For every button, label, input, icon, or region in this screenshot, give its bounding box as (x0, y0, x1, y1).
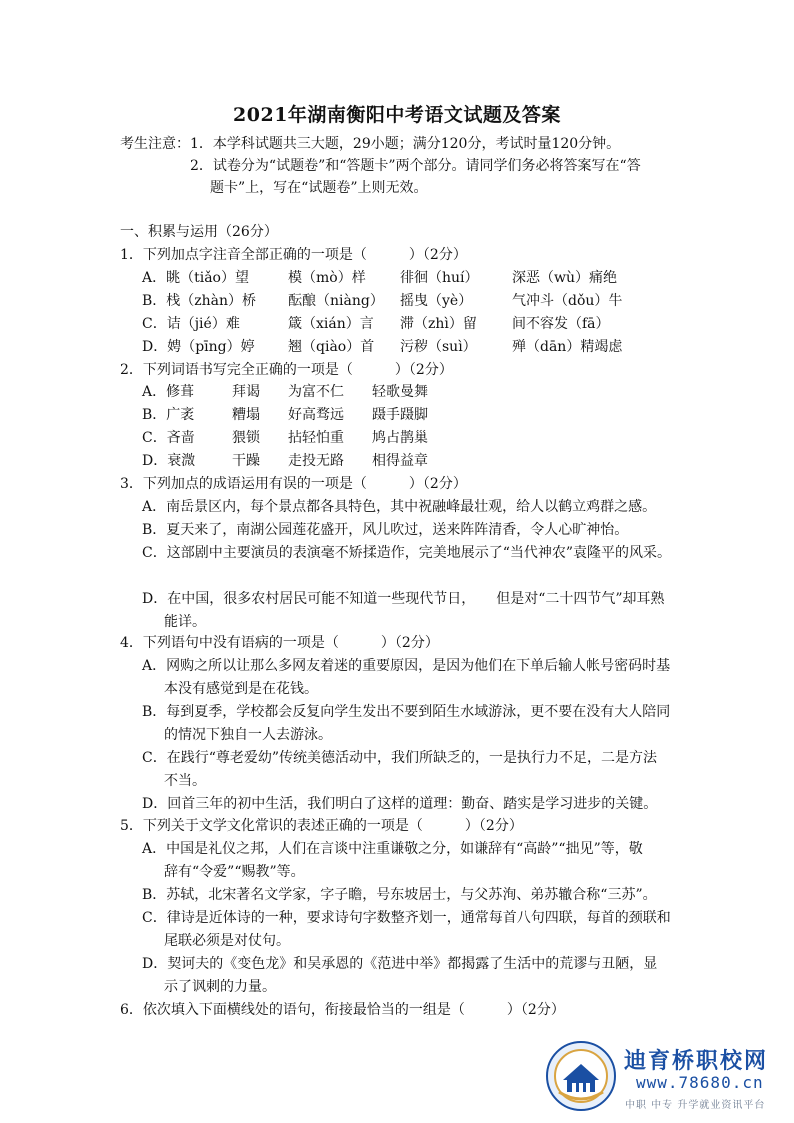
q1-d-4: 殚（dān）精竭虑 (512, 339, 623, 355)
q1-b-3: 摇曳（yè） (400, 293, 473, 309)
document-title: 2021年湖南衡阳中考语文试题及答案 (233, 104, 561, 126)
notice-line-3: 题卡”上，写在“试题卷”上则无效。 (210, 180, 428, 196)
q2-d-1: D．衰溦 (142, 453, 196, 469)
q1-c-3: 滞（zhì）留 (400, 316, 477, 332)
question-5-stem: 5．下列关于文学文化常识的表述正确的一项是（ ）（2分） (120, 818, 523, 834)
q3-option-b: B．夏天来了，南湖公园莲花盛开，风儿吹过，送来阵阵清香，令人心旷神怡。 (142, 522, 629, 538)
q2-b-1: B．广袤 (142, 407, 195, 423)
q4-option-a-line1: A．网购之所以让那么多网友着迷的重要原因，是因为他们在下单后输人帐号密码时基 (142, 658, 671, 674)
q2-b-4: 蹑手蹑脚 (372, 407, 428, 423)
q1-a-2: 模（mò）样 (288, 270, 366, 286)
q4-option-d: D．回首三年的初中生活，我们明白了这样的道理：勤奋、踏实是学习进步的关键。 (142, 796, 658, 812)
q4-option-c-line1: C．在践行“尊老爱幼”传统美德活动中，我们所缺乏的，一是执行力不足，二是方法 (142, 750, 658, 766)
q5-option-c-line2: 尾联必须是对仗句。 (164, 933, 290, 949)
q2-a-3: 为富不仁 (288, 384, 344, 400)
question-4-stem: 4．下列语句中没有语病的一项是（ ）（2分） (120, 635, 439, 651)
q2-d-4: 相得益章 (372, 453, 428, 469)
q5-option-d-line1: D．契诃夫的《变色龙》和吴承恩的《范进中举》都揭露了生活中的荒谬与丑陋，显 (142, 956, 658, 972)
q4-option-a-line2: 本没有感觉到是在花钱。 (164, 681, 318, 697)
q5-option-a-line1: A．中国是礼仪之邦，人们在言谈中注重谦敬之分，如谦辞有“高龄”“拙见”等，敬 (142, 841, 643, 857)
q2-c-4: 鸠占鹊巢 (372, 430, 428, 446)
q2-b-3: 好高骛远 (288, 407, 344, 423)
q1-b-4: 气冲斗（dǒu）牛 (512, 293, 623, 309)
q2-a-4: 轻歌曼舞 (372, 384, 428, 400)
q4-option-c-line2: 不当。 (164, 773, 206, 789)
q4-option-b-line2: 的情况下独自一人去游泳。 (164, 727, 332, 743)
notice-line-1: 考生注意：1．本学科试题共三大题，29小题；满分120分，考试时量120分钟。 (120, 136, 621, 152)
watermark-url[interactable]: www.78680.cn (636, 1073, 764, 1092)
q1-b-1: B．栈（zhàn）桥 (142, 293, 257, 309)
question-1-stem: 1．下列加点字注音全部正确的一项是（ ）（2分） (120, 247, 467, 263)
q2-c-1: C．吝啬 (142, 430, 195, 446)
question-2-stem: 2．下列词语书写完全正确的一项是（ ）（2分） (120, 362, 453, 378)
q2-d-3: 走投无路 (288, 453, 344, 469)
q1-d-1: D．娉（pīng）婷 (142, 339, 255, 355)
q1-d-2: 翘（qiào）首 (288, 339, 375, 355)
q1-c-2: 箴（xián）言 (288, 316, 374, 332)
q3-option-d-line1: D．在中国，很多农村居民可能不知道一些现代节日， 但是对“二十四节气”却耳熟 (142, 591, 665, 607)
q2-a-2: 拜谒 (232, 384, 260, 400)
q1-a-3: 徘徊（huí） (400, 270, 479, 286)
q2-d-2: 干躁 (232, 453, 260, 469)
q1-a-1: A．眺（tiǎo）望 (142, 270, 249, 286)
q5-option-c-line1: C．律诗是近体诗的一种，要求诗句字数整齐划一，通常每首八句四联，每首的颈联和 (142, 910, 671, 926)
q2-c-3: 拈轻怕重 (288, 430, 344, 446)
q1-c-4: 间不容发（fā） (512, 316, 610, 332)
q3-option-a: A．南岳景区内，每个景点都各具特色，其中祝融峰最壮观，给人以鹤立鸡群之感。 (142, 499, 657, 515)
q3-option-c: C．这部剧中主要演员的表演毫不矫揉造作，完美地展示了“当代神农”袁隆平的风采。 (142, 545, 672, 561)
q4-option-b-line1: B．每到夏季，学校都会反复向学生发出不要到陌生水域游泳，更不要在没有大人陪同 (142, 704, 671, 720)
q2-a-1: A．修葺 (142, 384, 195, 400)
question-3-stem: 3．下列加点的成语运用有误的一项是（ ）（2分） (120, 476, 467, 492)
question-6-stem: 6．依次填入下面横线处的语句，衔接最恰当的一组是（ ）（2分） (120, 1002, 565, 1018)
q3-option-d-line2: 能详。 (164, 614, 206, 630)
q5-option-b: B．苏轼，北宋著名文学家，字子瞻，号东坡居士，与父苏洵、弟苏辙合称“三苏”。 (142, 887, 657, 903)
q5-option-d-line2: 示了讽刺的力量。 (164, 979, 276, 995)
watermark-brand: 迪育桥职校网 (624, 1049, 769, 1074)
q1-a-4: 深恶（wù）痛绝 (512, 270, 617, 286)
notice-line-2: 2．试卷分为“试题卷”和“答题卡”两个部分。请同学们务必将答案写在“答 (190, 158, 641, 174)
school-logo-icon (545, 1040, 617, 1112)
q5-option-a-line2: 辞有“令爱”“赐教”等。 (164, 864, 305, 880)
q1-c-1: C．诘（jié）难 (142, 316, 240, 332)
q2-b-2: 糟塌 (232, 407, 260, 423)
q2-c-2: 猥锁 (232, 430, 260, 446)
watermark-tagline: 中职 中专 升学就业资讯平台 (625, 1100, 766, 1111)
q1-d-3: 污秽（suì） (400, 339, 477, 355)
q1-b-2: 酝酿（niàng） (288, 293, 384, 309)
section-heading: 一、积累与运用（26分） (120, 224, 278, 240)
